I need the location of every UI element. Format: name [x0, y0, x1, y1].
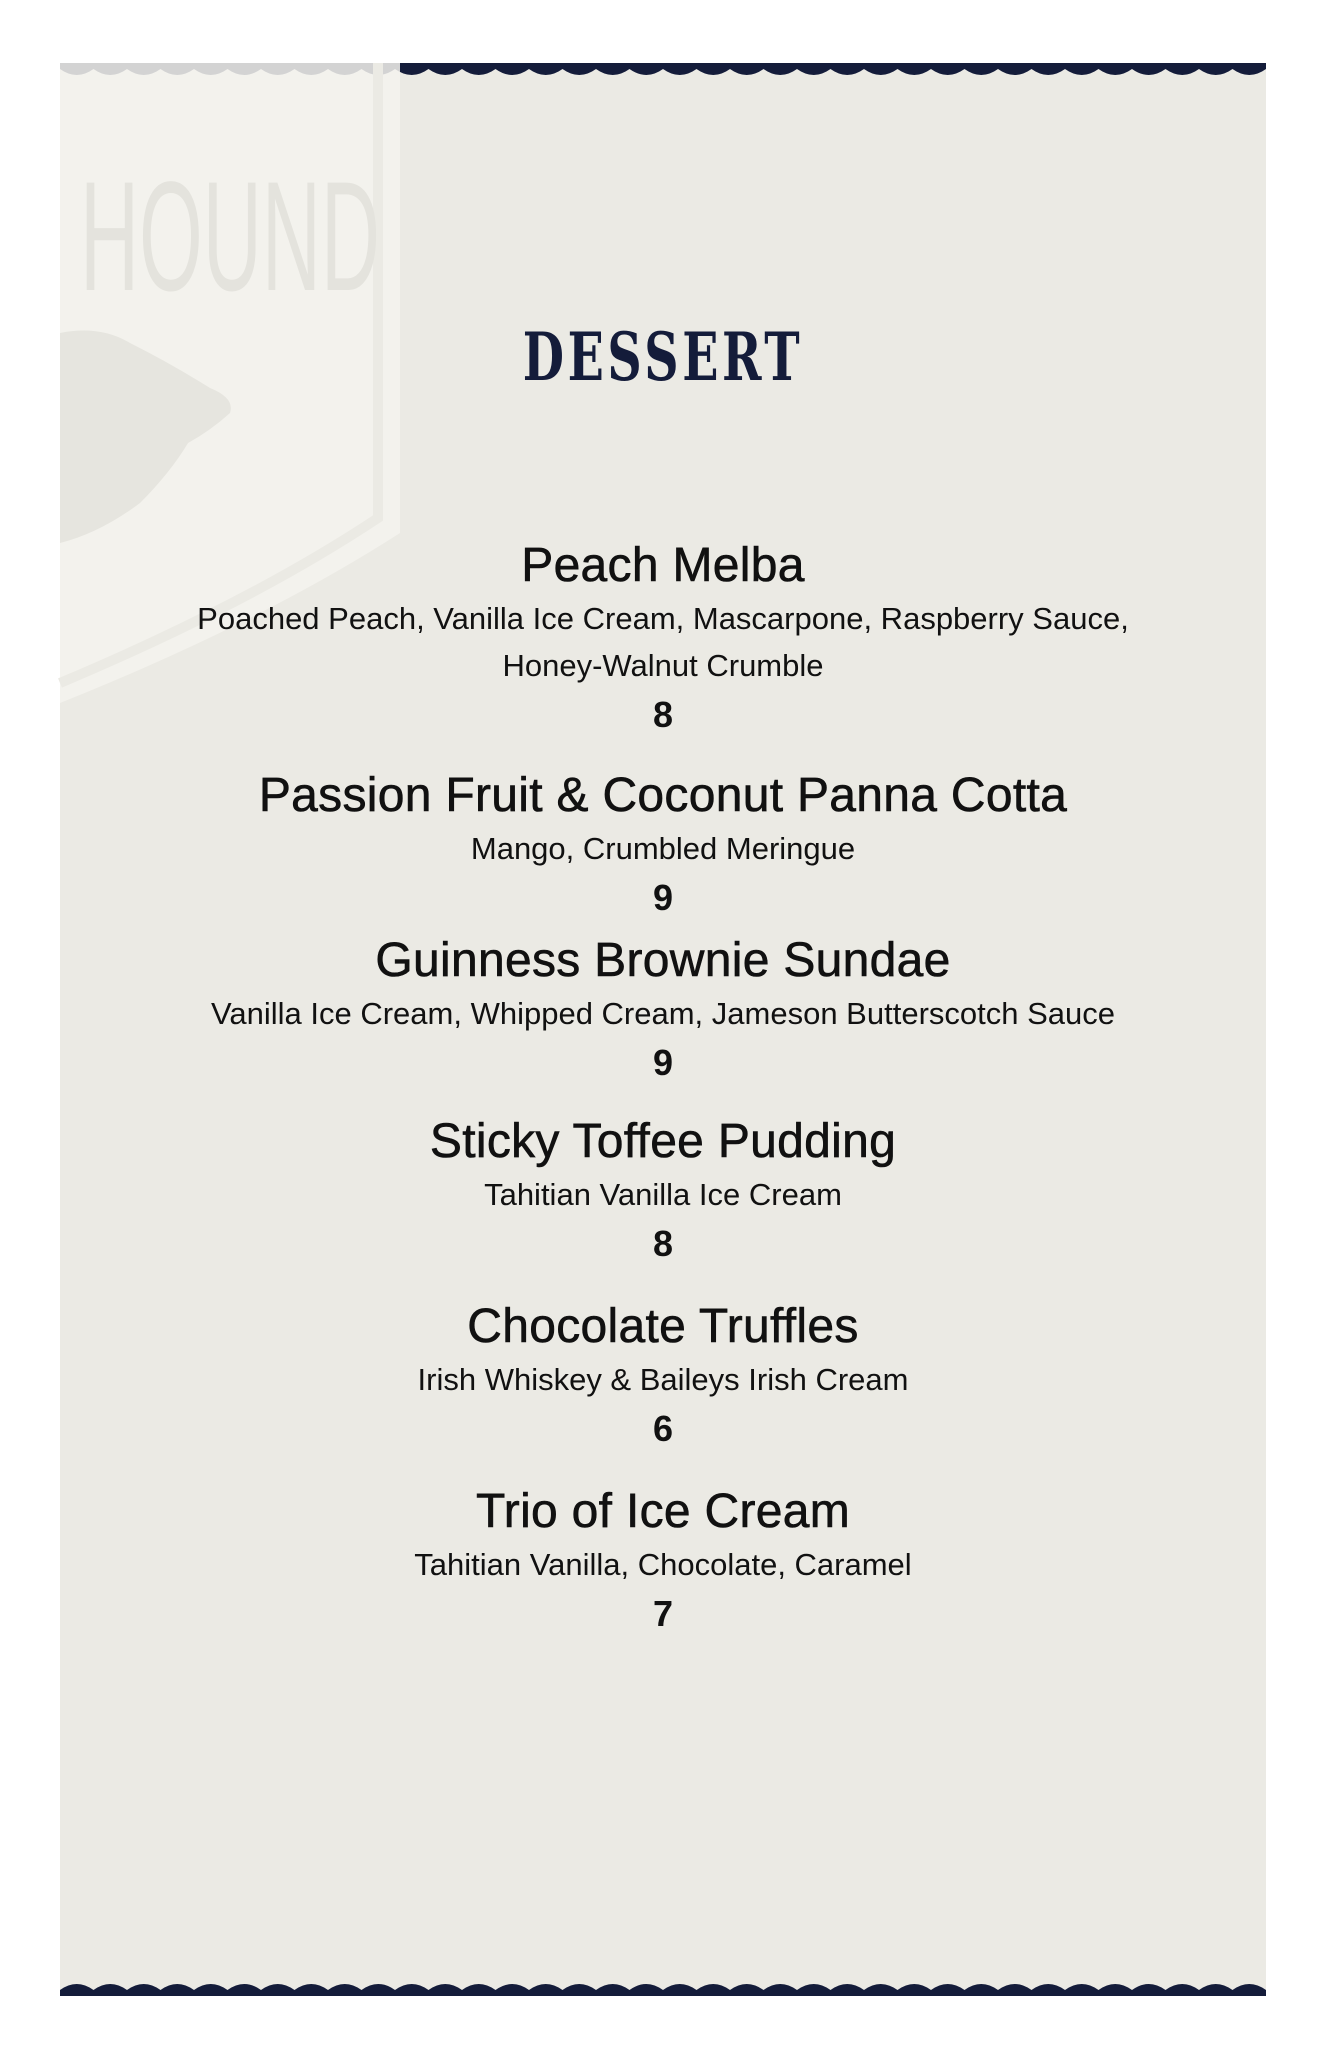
menu-item-name: Chocolate Truffles — [467, 1300, 859, 1353]
menu-item — [60, 932, 1266, 1087]
menu-item-price: 9 — [652, 1042, 674, 1083]
page-title: DESSERT — [522, 318, 804, 396]
menu-item — [60, 1483, 1266, 1638]
dessert-list — [60, 537, 1266, 1638]
menu-item — [60, 1113, 1266, 1268]
menu-item-description: Mango, Crumbled Meringue — [470, 831, 856, 866]
menu-card — [60, 63, 1266, 1996]
menu-item-name: Passion Fruit & Coconut Panna Cotta — [258, 769, 1068, 822]
menu-item-name: Peach Melba — [521, 539, 805, 592]
menu-item-name: Sticky Toffee Pudding — [429, 1115, 897, 1168]
menu-item-price: 9 — [652, 877, 674, 918]
menu-item-price: 8 — [652, 1223, 674, 1264]
menu-item-price: 8 — [652, 694, 674, 735]
menu-item-description: Irish Whiskey & Baileys Irish Cream — [417, 1362, 909, 1397]
bottom-wave-border — [60, 1978, 1266, 1996]
menu-item-description: Tahitian Vanilla, Chocolate, Caramel — [414, 1547, 912, 1582]
menu-item — [60, 767, 1266, 922]
menu-item-description: Tahitian Vanilla Ice Cream — [484, 1177, 842, 1212]
menu-item-name: Guinness Brownie Sundae — [375, 934, 951, 987]
menu-item — [60, 1298, 1266, 1453]
menu-item-price: 7 — [652, 1593, 674, 1634]
menu-item-price: 6 — [652, 1408, 674, 1449]
menu-item — [60, 537, 1266, 739]
menu-item-description: Poached Peach, Vanilla Ice Cream, Mascarpone, Raspberry Sauce, — [197, 601, 1129, 636]
menu-item-description: Vanilla Ice Cream, Whipped Cream, Jameson Butterscotch Sauce — [211, 996, 1115, 1031]
menu-item-description: Honey-Walnut Crumble — [502, 648, 824, 683]
menu-item-name: Trio of Ice Cream — [475, 1485, 851, 1538]
watermark-logo-text: HOUND — [80, 150, 381, 324]
